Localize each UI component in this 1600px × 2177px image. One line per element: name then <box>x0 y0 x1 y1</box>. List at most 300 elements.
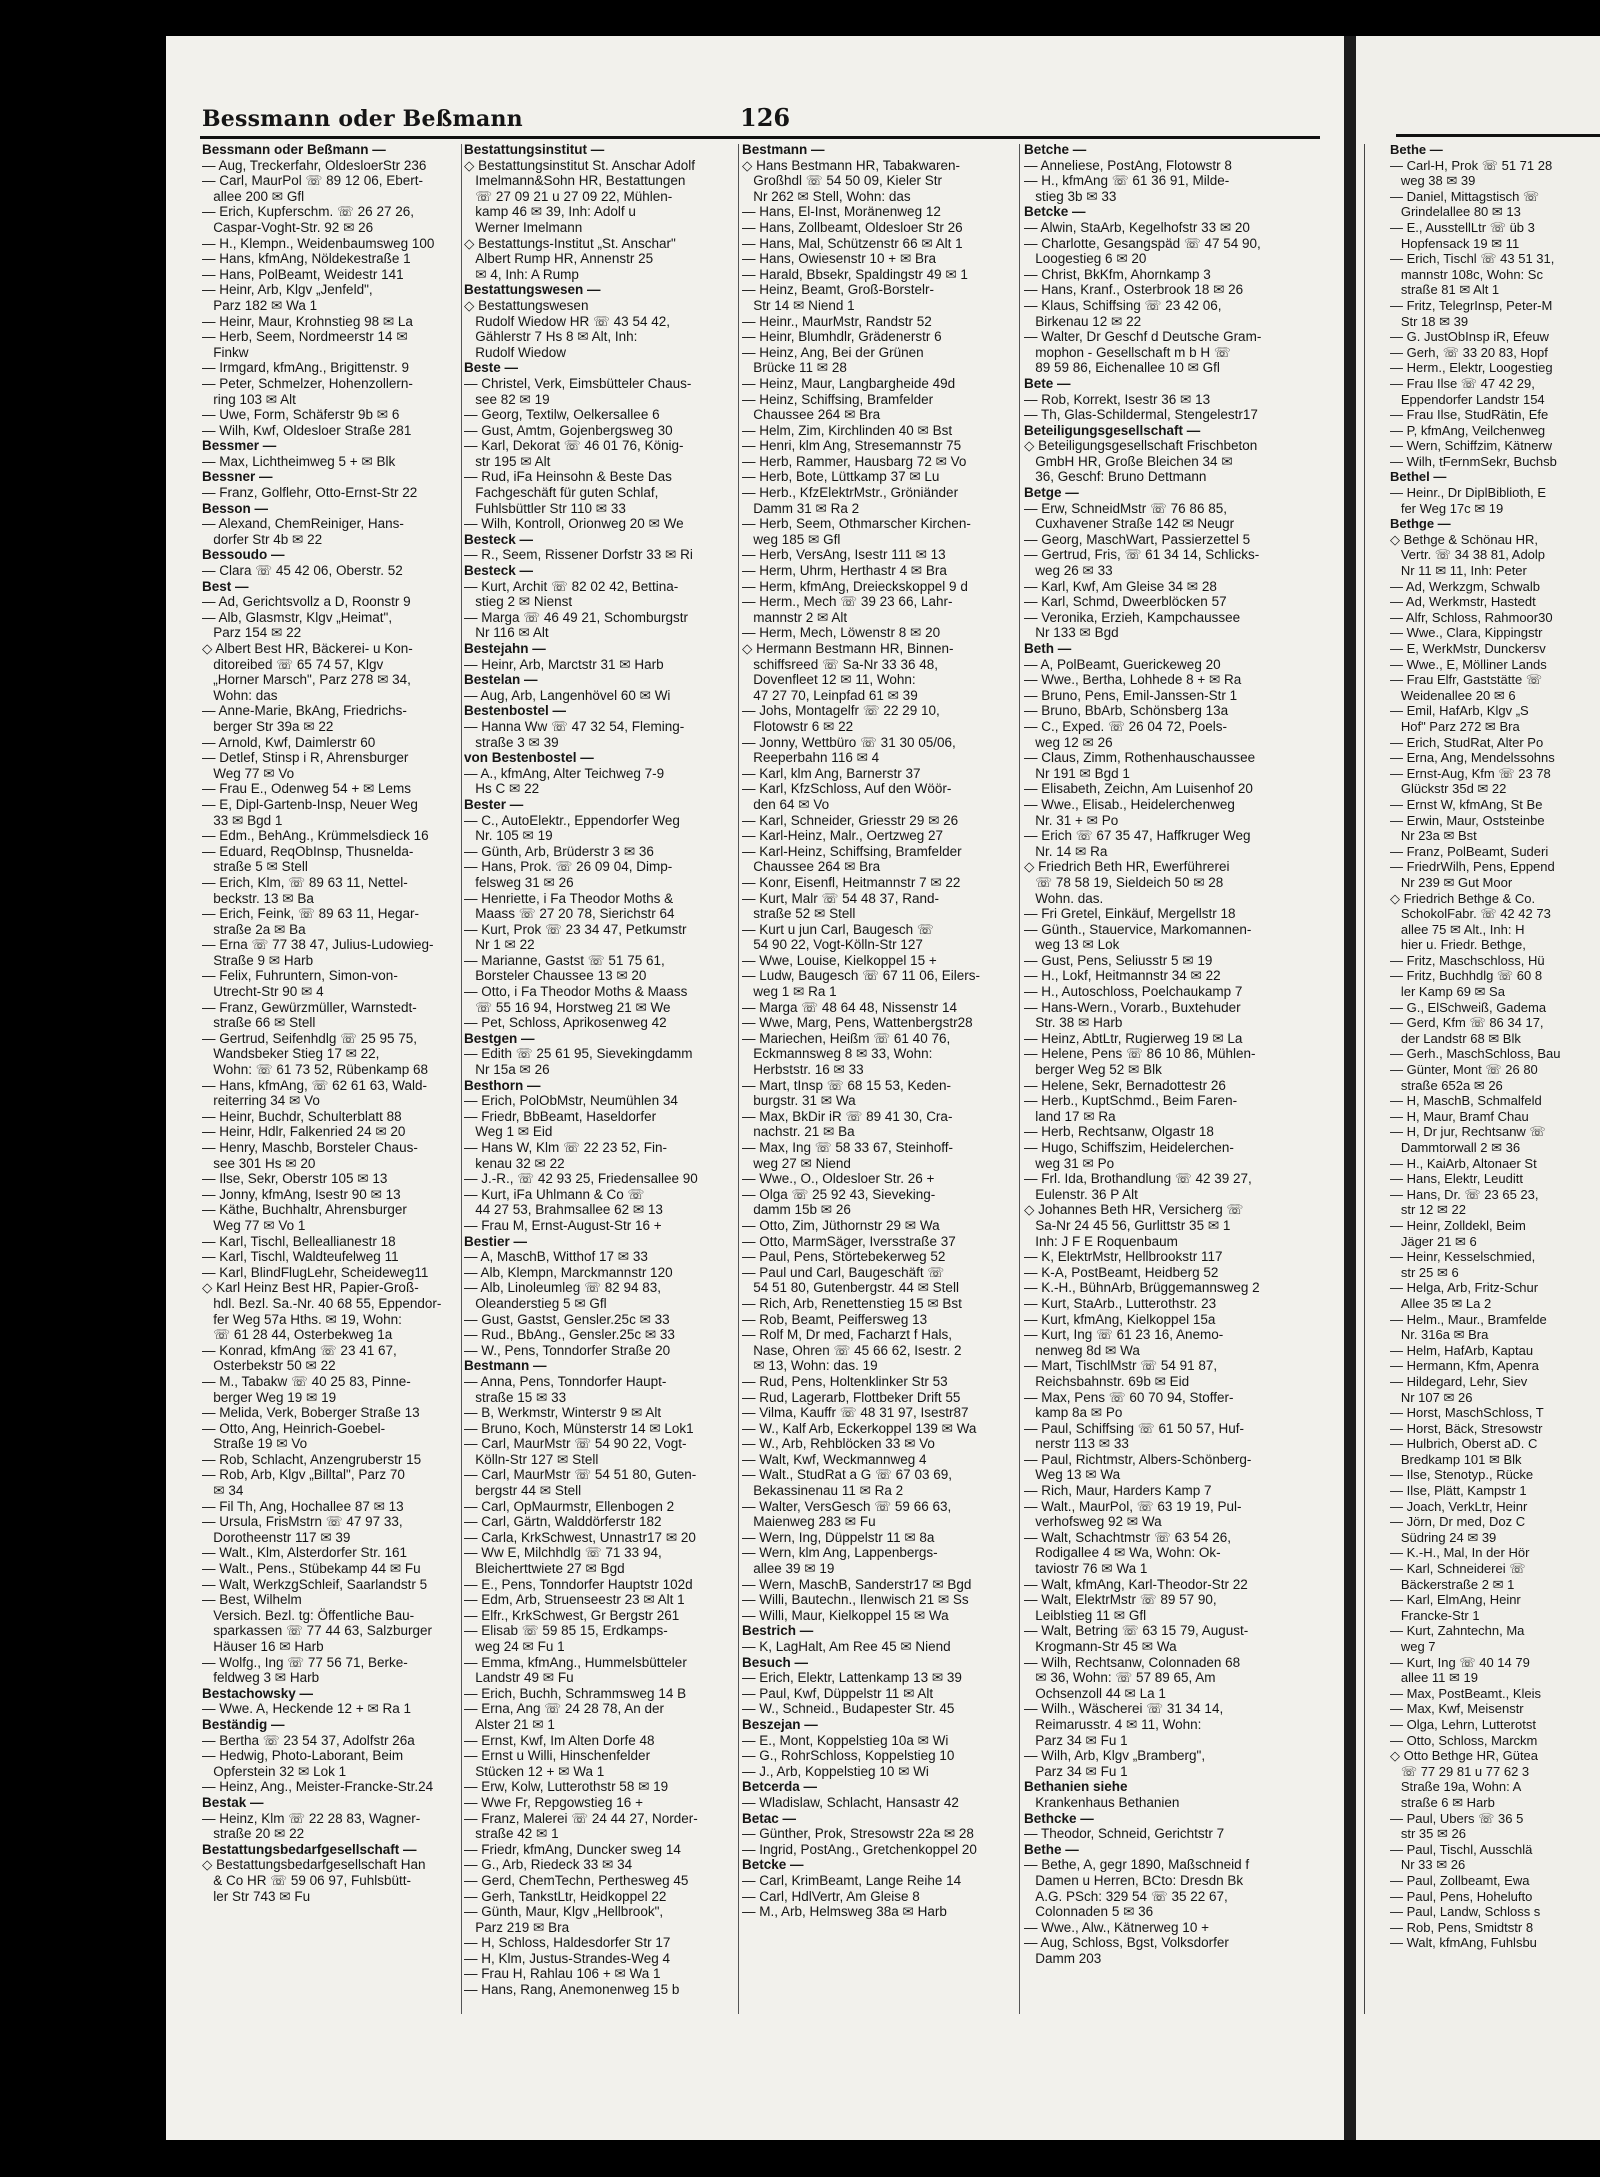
directory-entry-line: — K, LagHalt, Am Ree 45 ✉ Niend <box>742 1639 951 1654</box>
directory-entry-line: — Marga ☏ 46 49 21, Schomburgstr <box>464 609 688 625</box>
directory-entry-line: Nr 23a ✉ Bst <box>1390 828 1477 844</box>
directory-entry-line: — Max, Pens ☏ 60 70 94, Stoffer- <box>1024 1389 1234 1405</box>
directory-entry-line: — Harald, Bbsekr, Spaldingstr 49 ✉ 1 <box>742 266 968 282</box>
directory-entry-line: — W., Arb, Rehblöcken 33 ✉ Vo <box>742 1436 935 1452</box>
directory-entry-line: — Kurt u jun Carl, Baugesch ☏ <box>742 921 934 937</box>
directory-entry-line: — Paul, Kwf, Düppelstr 11 ✉ Alt <box>742 1685 934 1701</box>
directory-entry-line: Nr 262 ✉ Stell, Wohn: das <box>742 188 911 204</box>
directory-entry-line: ring 103 ✉ Alt <box>202 391 296 407</box>
directory-entry-line: GmbH HR, Große Bleichen 34 ✉ <box>1024 453 1233 469</box>
directory-entry-line: — Franz, Malerei ☏ 24 44 27, Norder- <box>464 1810 698 1826</box>
directory-entry-line: — Anneliese, PostAng, Flotowstr 8 <box>1024 157 1232 173</box>
directory-entry-line: Bestmann — <box>742 142 825 157</box>
directory-entry-line: — Erw, Kolw, Lutterothstr 58 ✉ 19 <box>464 1779 669 1795</box>
directory-entry-line: weg 13 ✉ Lok <box>1024 937 1120 953</box>
directory-entry-line: — Ad, Werkzgm, Schwalb <box>1390 578 1541 594</box>
directory-entry-line: — Gust, Amtm, Gojenbergsweg 30 <box>464 422 673 438</box>
directory-entry-line: stieg 3b ✉ 33 <box>1024 188 1117 204</box>
directory-entry-line: ◇ Bestattungs-Institut „St. Anschar" <box>464 235 676 251</box>
directory-entry-line: — Gertrud, Fris, ☏ 61 34 14, Schlicks- <box>1024 547 1260 563</box>
directory-entry-line: Krogmann-Str 45 ✉ Wa <box>1024 1639 1177 1654</box>
directory-entry-line: Wohn: ☏ 61 73 52, Rübenkamp 68 <box>202 1062 429 1078</box>
directory-entry-line: — Rich, Arb, Renettenstieg 15 ✉ Bst <box>742 1295 962 1311</box>
directory-entry-line: — Ad, Gerichtsvollz a D, Roonstr 9 <box>202 594 411 610</box>
directory-entry-line: — Hans, kfmAng, ☏ 62 61 63, Wald- <box>202 1077 427 1093</box>
directory-entry-line: — Rob, Schlacht, Anzengruberstr 15 <box>202 1451 422 1467</box>
directory-entry-line: — Alb, Glasmstr, Klgv „Heimat", <box>202 609 393 625</box>
directory-entry-line: Hs C ✉ 22 <box>464 781 540 797</box>
directory-entry-line: — Konr, Eisenfl, Heitmannstr 7 ✉ 22 <box>742 874 961 890</box>
directory-entry-line: — P, kfmAng, Veilchenweg <box>1390 422 1546 438</box>
directory-entry-line: — Vilma, Kauffr ☏ 48 31 97, Isestr87 <box>742 1405 969 1421</box>
directory-entry-line: — Herm, Mech, Löwenstr 8 ✉ 20 <box>742 625 941 641</box>
directory-entry-line: — Horst, Bäck, Stresowstr <box>1390 1420 1543 1436</box>
directory-entry-line: — Willi, Maur, Kielkoppel 15 ✉ Wa <box>742 1607 949 1623</box>
directory-entry-line: — Hans, El-Inst, Moränenweg 12 <box>742 204 941 220</box>
directory-entry-line: — Helene, Sekr, Bernadottestr 26 <box>1024 1077 1226 1093</box>
directory-entry-line: ◇ Friedrich Bethge & Co. <box>1390 890 1536 906</box>
directory-entry-line: — Herb, Rechtsanw, Olgastr 18 <box>1024 1124 1214 1140</box>
directory-entry-line: Allee 35 ✉ La 2 <box>1390 1295 1492 1311</box>
directory-entry-line: weg 185 ✉ Gfl <box>742 531 841 547</box>
directory-entry-line: Best — <box>202 578 249 594</box>
directory-entry-line: Besteck — <box>464 563 534 579</box>
directory-entry-line: Bestenbostel — <box>464 703 567 719</box>
directory-entry-line: — Paul, Richtmstr, Albers-Schönberg- <box>1024 1451 1252 1467</box>
directory-entry-line: Nr. 14 ✉ Ra <box>1024 843 1108 859</box>
directory-entry-line: — G., Arb, Riedeck 33 ✉ 34 <box>464 1857 633 1873</box>
directory-entry-line: — Hans, Prok. ☏ 26 09 04, Dimp- <box>464 859 673 875</box>
directory-entry-line: — Eduard, ReqObInsp, Thusnelda- <box>202 843 414 859</box>
directory-entry-line: SchokolFabr. ☏ 42 42 73 <box>1390 906 1551 922</box>
directory-entry-line: — Otto, Ang, Heinrich-Goebel- <box>202 1420 386 1436</box>
column-divider <box>1364 144 1365 2014</box>
directory-entry-line: — Wwe, Louise, Kielkoppel 15 + <box>742 952 937 968</box>
directory-entry-line: — Gerd, ChemTechn, Perthesweg 45 <box>464 1872 689 1888</box>
directory-entry-line: — Olga, Lehrn, Lutterotst <box>1390 1716 1536 1732</box>
directory-entry-line: — Carla, KrkSchwest, Unnastr17 ✉ 20 <box>464 1529 696 1545</box>
directory-entry-line: ◇ Johannes Beth HR, Versicherg ☏ <box>1024 1202 1244 1218</box>
directory-entry-line: — Paul, Zollbeamt, Ewa <box>1390 1872 1530 1888</box>
directory-entry-line: — Alb, Klempn, Marckmannstr 120 <box>464 1264 673 1280</box>
directory-entry-line: — Helm, Zim, Kirchlinden 40 ✉ Bst <box>742 422 953 438</box>
directory-entry-line: damm 15b ✉ 26 <box>742 1202 851 1218</box>
directory-entry-line: Caspar-Voght-Str. 92 ✉ 26 <box>202 219 374 235</box>
directory-entry-line: Reeperbahn 116 ✉ 4 <box>742 750 880 766</box>
directory-entry-line: — Bruno, BbArb, Schönsberg 13a <box>1024 703 1229 719</box>
directory-entry-line: felsweg 31 ✉ 26 <box>464 874 574 890</box>
directory-entry-line: kamp 46 ✉ 39, Inh: Adolf u <box>464 204 636 220</box>
directory-entry-line: — Max, BkDir iR ☏ 89 41 30, Cra- <box>742 1108 953 1124</box>
book-gutter <box>1344 36 1356 2140</box>
directory-entry-line: Bethanien siehe <box>1024 1779 1128 1795</box>
directory-entry-line: Chaussee 264 ✉ Bra <box>742 407 881 423</box>
directory-entry-line: — K, ElektrMstr, Hellbrookstr 117 <box>1024 1249 1223 1265</box>
directory-entry-line: — Walter, Dr Geschf d Deutsche Gram- <box>1024 329 1262 345</box>
directory-entry-line: — Bethe, A, gegr 1890, Maßschneid f <box>1024 1857 1250 1873</box>
directory-entry-line: — Paul, Pens, Hohelufto <box>1390 1888 1533 1904</box>
directory-entry-line: — Ilse, Plätt, Kampstr 1 <box>1390 1483 1527 1499</box>
directory-entry-line: Nr 15a ✉ 26 <box>464 1062 550 1078</box>
directory-entry-line: — Wilh, Kwf, Oldesloer Straße 281 <box>202 422 412 438</box>
directory-entry-line: — Carl, KrimBeamt, Lange Reihe 14 <box>742 1872 962 1888</box>
directory-entry-line: — R., Seem, Rissener Dorfstr 33 ✉ Ri <box>464 547 693 563</box>
directory-entry-line: Eckmannsweg 8 ✉ 33, Wohn: <box>742 1046 933 1062</box>
directory-entry-line: — Rud, iFa Heinsohn & Beste Das <box>464 469 672 485</box>
directory-entry-line: — Otto, Schloss, Marckm <box>1390 1732 1538 1748</box>
directory-entry-line: — Jonny, kfmAng, Isestr 90 ✉ 13 <box>202 1186 401 1202</box>
directory-entry-line: — Helga, Arb, Fritz-Schur <box>1390 1280 1539 1296</box>
directory-entry-line: — Kurt, Ing ☏ 61 23 16, Anemo- <box>1024 1327 1224 1343</box>
directory-entry-line: Maienweg 283 ✉ Fu <box>742 1514 876 1530</box>
directory-entry-line: — Rud., BbAng., Gensler.25c ✉ 33 <box>464 1327 675 1343</box>
directory-entry-line: — Emma, kfmAng., Hummelsbütteler <box>464 1654 687 1670</box>
directory-entry-line: — Kurt, Zahntechn, Ma <box>1390 1623 1525 1639</box>
directory-entry-line: Straße 19 ✉ Vo <box>202 1436 308 1452</box>
directory-entry-line: Hopfensack 19 ✉ 11 <box>1390 235 1520 251</box>
directory-entry-line: — Kurt, kfmAng, Kielkoppel 15a <box>1024 1311 1216 1327</box>
directory-entry-line: — Carl, MaurMstr ☏ 54 51 80, Guten- <box>464 1467 697 1483</box>
directory-entry-line: Besthorn — <box>464 1077 541 1093</box>
directory-entry-line: Versich. Bezl. tg: Öffentliche Bau- <box>202 1607 415 1623</box>
directory-entry-line: dorfer Str 4b ✉ 22 <box>202 531 323 547</box>
directory-entry-line: — Erna ☏ 77 38 47, Julius-Ludowieg- <box>202 937 434 953</box>
directory-entry-line: — Gerh., MaschSchloss, Bau <box>1390 1046 1561 1062</box>
directory-entry-line: ☏ 61 28 44, Osterbekweg 1a <box>202 1327 393 1343</box>
directory-entry-line: straße 81 ✉ Alt 1 <box>1390 282 1500 298</box>
directory-entry-line: — Otto, i Fa Theodor Moths & Maass <box>464 984 688 1000</box>
directory-entry-line: — Hedwig, Photo-Laborant, Beim <box>202 1748 404 1764</box>
directory-entry-line: Häuser 16 ✉ Harb <box>202 1639 324 1654</box>
directory-entry-line: Glückstr 35d ✉ 22 <box>1390 781 1507 797</box>
directory-entry-line: — Heinz, Ang, Bei der Grünen <box>742 344 924 360</box>
directory-entry-line: 54 51 80, Gutenbergstr. 44 ✉ Stell <box>742 1280 959 1296</box>
directory-entry-line: — Günther, Prok, Stresowstr 22a ✉ 28 <box>742 1826 974 1842</box>
directory-entry-line: — Ludw, Baugesch ☏ 67 11 06, Eilers- <box>742 968 981 984</box>
directory-entry-line: straße 5 ✉ Stell <box>202 859 308 875</box>
directory-entry-line: Eppendorfer Landstr 154 <box>1390 391 1545 407</box>
directory-entry-line: beckstr. 13 ✉ Ba <box>202 890 314 906</box>
directory-entry-line: Brücke 11 ✉ 28 <box>742 360 847 376</box>
directory-entry-line: — Herb, Rammer, Hausbarg 72 ✉ Vo <box>742 453 967 469</box>
directory-entry-line: — Rud, Lagerarb, Flottbeker Drift 55 <box>742 1389 961 1405</box>
directory-entry-line: ✉ 36, Wohn: ☏ 57 89 65, Am <box>1024 1670 1216 1686</box>
directory-entry-line: — Karl, Tischl, Waldteufelweg 11 <box>202 1249 399 1265</box>
directory-entry-line: Colonnaden 5 ✉ 36 <box>1024 1904 1154 1920</box>
directory-entry-line: Dovenfleet 12 ✉ 11, Wohn: <box>742 672 916 688</box>
directory-entry-line: — E, WerkMstr, Dunckersv <box>1390 641 1546 656</box>
running-head: Bessmann oder Beßmann <box>202 106 523 132</box>
directory-entry-line: — Helene, Pens ☏ 86 10 86, Mühlen- <box>1024 1046 1256 1062</box>
directory-entry-line: — Edm., BehAng., Krümmelsdieck 16 <box>202 828 429 844</box>
directory-entry-line: Bessner — <box>202 469 273 485</box>
directory-entry-line: Betac — <box>742 1810 797 1826</box>
directory-entry-line: — Mart, TischlMstr ☏ 54 91 87, <box>1024 1358 1218 1374</box>
directory-entry-line: — Gerh, TankstLtr, Heidkoppel 22 <box>464 1888 667 1904</box>
directory-entry-line: Weg 77 ✉ Vo 1 <box>202 1217 306 1233</box>
directory-entry-line: Besuch — <box>742 1654 809 1670</box>
directory-entry-line: — Heinr, Blumhdlr, Grädenerstr 6 <box>742 329 942 345</box>
directory-entry-line: — Johs, Montagelfr ☏ 22 29 10, <box>742 703 940 719</box>
directory-entry-line: — Hildegard, Lehr, Siev <box>1390 1373 1528 1389</box>
directory-entry-line: — Walt., StudRat a G ☏ 67 03 69, <box>742 1467 952 1483</box>
directory-entry-line: — Alb, Linoleumleg ☏ 82 94 83, <box>464 1280 662 1296</box>
directory-entry-line: — Wwe., O., Oldesloer Str. 26 + <box>742 1171 935 1187</box>
directory-entry-line: — K.-H., Mal, In der Hör <box>1390 1545 1530 1561</box>
directory-entry-line: allee 200 ✉ Gfl <box>202 188 305 204</box>
directory-entry-line: — Max, Lichtheimweg 5 + ✉ Blk <box>202 453 396 469</box>
directory-entry-line: — Herm., Mech ☏ 39 23 66, Lahr- <box>742 594 953 610</box>
directory-entry-line: — Hans, Zollbeamt, Oldesloer Str 26 <box>742 219 963 235</box>
directory-entry-line: Imelmann&Sohn HR, Bestattungen <box>464 173 686 189</box>
directory-entry-line: Str. 38 ✉ Harb <box>1024 1015 1123 1031</box>
directory-entry-line: — Christ, BkKfm, Ahornkamp 3 <box>1024 266 1211 282</box>
directory-entry-line: verhofsweg 92 ✉ Wa <box>1024 1514 1162 1530</box>
directory-entry-line: — Heinr., MaurMstr, Randstr 52 <box>742 313 932 329</box>
directory-entry-line: — Emil, HafArb, Klgv „S <box>1390 703 1529 719</box>
directory-entry-line: — Frl. Ida, Brothandlung ☏ 42 39 27, <box>1024 1171 1252 1187</box>
directory-entry-line: — Wolfg., Ing ☏ 77 56 71, Berke- <box>202 1654 408 1670</box>
directory-entry-line: — Ernst u Willi, Hinschenfelder <box>464 1748 651 1764</box>
directory-entry-line: Eulenstr. 36 P Alt <box>1024 1186 1138 1202</box>
directory-entry-line: — Walt., Klm, Alsterdorfer Str. 161 <box>202 1545 408 1561</box>
directory-entry-line: — W., Schneid., Budapester Str. 45 <box>742 1701 955 1717</box>
directory-entry-line: mannstr 108c, Wohn: Sc <box>1390 266 1543 282</box>
directory-entry-line: — Herb., KuptSchmd., Beim Faren- <box>1024 1093 1238 1109</box>
directory-entry-line: Bethe — <box>1390 142 1443 157</box>
directory-entry-line: — Hans, Kranf., Osterbrook 18 ✉ 26 <box>1024 282 1244 298</box>
directory-entry-line: — Walt, Kwf, Weckmannweg 4 <box>742 1451 927 1467</box>
directory-entry-line: Chaussee 264 ✉ Bra <box>742 859 881 875</box>
directory-entry-line: Hof" Parz 272 ✉ Bra <box>1390 718 1520 734</box>
directory-entry-line: Inh: J F E Roquenbaum <box>1024 1233 1178 1249</box>
directory-entry-line: ◇ Albert Best HR, Bäckerei- u Kon- <box>202 641 413 656</box>
directory-entry-line: — H, MaschB, Schmalfeld <box>1390 1093 1542 1109</box>
directory-entry-line: Betcke — <box>742 1857 804 1873</box>
directory-entry-line: — Konrad, kfmAng ☏ 23 41 67, <box>202 1342 397 1358</box>
directory-entry-line: 54 90 22, Vogt-Kölln-Str 127 <box>742 937 923 953</box>
directory-entry-line: Rudolf Wiedow HR ☏ 43 54 42, <box>464 313 670 329</box>
directory-entry-line: — Paul, Pens, Störtebekerweg 52 <box>742 1249 946 1265</box>
directory-entry-line: — Wilh, Rechtsanw, Colonnaden 68 <box>1024 1654 1241 1670</box>
directory-entry-line: Bester — <box>464 796 524 812</box>
directory-entry-line: weg 38 ✉ 39 <box>1390 173 1476 189</box>
directory-entry-line: — Frau H, Rahlau 106 + ✉ Wa 1 <box>464 1966 661 1982</box>
directory-entry-line: berger Weg 52 ✉ Blk <box>1024 1062 1162 1078</box>
directory-entry-line: — Kurt, Prok ☏ 23 34 47, Petkumstr <box>464 921 687 937</box>
directory-entry-line: — Wilh, tFernmSekr, Buchsb <box>1390 453 1557 469</box>
directory-entry-line: — Bruno, Pens, Emil-Janssen-Str 1 <box>1024 687 1238 703</box>
directory-entry-line: weg 26 ✉ 33 <box>1024 563 1113 579</box>
directory-entry-line: — Carl, MaurMstr ☏ 54 90 22, Vogt- <box>464 1436 687 1452</box>
directory-entry-line: ◇ Bestattungswesen <box>464 297 589 313</box>
directory-entry-line: fer Weg 57a Hths. ✉ 19, Wohn: <box>202 1311 402 1327</box>
directory-entry-line: — Mariechen, Heißm ☏ 61 40 76, <box>742 1030 951 1046</box>
directory-entry-line: — Walt., MaurPol, ☏ 63 19 19, Pul- <box>1024 1498 1242 1514</box>
directory-column-2 <box>464 142 736 2022</box>
directory-entry-line: — H, Dr jur, Rechtsanw ☏ <box>1390 1124 1546 1140</box>
directory-entry-line: — H., KaiArb, Altonaer St <box>1390 1155 1537 1171</box>
directory-entry-line: Herbststr. 16 ✉ 33 <box>742 1062 864 1078</box>
directory-entry-line: — Claus, Zimm, Rothenhauschaussee <box>1024 750 1256 766</box>
directory-entry-line: Damm 203 <box>1024 1950 1102 1966</box>
directory-entry-line: — E, Dipl-Gartenb-Insp, Neuer Weg <box>202 796 418 812</box>
directory-entry-line: 47 27 70, Leinpfad 61 ✉ 39 <box>742 687 918 703</box>
directory-entry-line: — Erich, Elektr, Lattenkamp 13 ✉ 39 <box>742 1670 962 1686</box>
directory-entry-line: ☏ 55 16 94, Horstweg 21 ✉ We <box>464 999 671 1015</box>
directory-entry-line: — Frau M, Ernst-August-Str 16 + <box>464 1217 662 1233</box>
directory-entry-line: Ochsenzoll 44 ✉ La 1 <box>1024 1685 1166 1701</box>
directory-entry-line: — Pet, Schloss, Aprikosenweg 42 <box>464 1015 667 1031</box>
directory-entry-line: Grindelallee 80 ✉ 13 <box>1390 204 1521 220</box>
directory-entry-line: Bessoudo — <box>202 547 285 563</box>
directory-entry-line: Maass ☏ 27 20 78, Sierichstr 64 <box>464 906 675 922</box>
directory-entry-line: Reimarusstr. 4 ✉ 11, Wohn: <box>1024 1716 1202 1732</box>
directory-entry-line: — Erich, Tischl ☏ 43 51 31, <box>1390 251 1555 267</box>
directory-entry-line: ditoreibed ☏ 65 74 57, Klgv <box>202 656 384 672</box>
directory-entry-line: Wandsbeker Stieg 17 ✉ 22, <box>202 1046 380 1062</box>
directory-entry-line: Bestier — <box>464 1233 528 1249</box>
directory-entry-line: Straße 9 ✉ Harb <box>202 952 314 968</box>
directory-entry-line: — Olga ☏ 25 92 43, Sieveking- <box>742 1186 936 1202</box>
directory-entry-line: ◇ Otto Bethge HR, Gütea <box>1390 1748 1539 1764</box>
directory-column-1 <box>202 142 470 2022</box>
directory-entry-line: — Hans, Elektr, Leuditt <box>1390 1171 1523 1187</box>
directory-entry-line: — Erna, Ang, Mendelssohns <box>1390 750 1555 766</box>
directory-entry-line: ✉ 4, Inh: A Rump <box>464 266 579 282</box>
directory-entry-line: — H, Klm, Justus-Strandes-Weg 4 <box>464 1950 671 1966</box>
page-number: 126 <box>740 103 791 132</box>
directory-entry-line: — Herm., Elektr, Loogestieg <box>1390 360 1553 376</box>
directory-entry-line: Großhdl ☏ 54 50 09, Kieler Str <box>742 173 942 189</box>
directory-entry-line: Parz 34 ✉ Fu 1 <box>1024 1732 1128 1748</box>
directory-entry-line: allee 75 ✉ Alt., Inh: H <box>1390 921 1525 937</box>
directory-entry-line: Nr 1 ✉ 22 <box>464 937 535 953</box>
directory-entry-line: — Karl, KfzSchloss, Auf den Wöör- <box>742 781 952 797</box>
directory-entry-line: Südring 24 ✉ 39 <box>1390 1529 1497 1545</box>
directory-entry-line: — J., Arb, Koppelstieg 10 ✉ Wi <box>742 1763 929 1779</box>
directory-entry-line: weg 27 ✉ Niend <box>742 1155 851 1171</box>
directory-entry-line: Rodigallee 4 ✉ Wa, Wohn: Ok- <box>1024 1545 1221 1561</box>
directory-entry-line: — Wern, MaschB, Sanderstr17 ✉ Bgd <box>742 1576 972 1592</box>
directory-entry-line: — Mart, tInsp ☏ 68 15 53, Keden- <box>742 1077 951 1093</box>
directory-entry-line: Parz 154 ✉ 22 <box>202 625 302 641</box>
directory-entry-line: — Paul, Tischl, Ausschlä <box>1390 1841 1533 1857</box>
directory-entry-line: — Melida, Verk, Boberger Straße 13 <box>202 1405 420 1421</box>
directory-entry-line: Parz 219 ✉ Bra <box>464 1919 570 1935</box>
directory-entry-line: ☏ 78 58 19, Sieldeich 50 ✉ 28 <box>1024 874 1224 890</box>
directory-entry-line: — H., Lokf, Heitmannstr 34 ✉ 22 <box>1024 968 1221 984</box>
directory-entry-line: — Ernst, Kwf, Im Alten Dorfe 48 <box>464 1732 655 1748</box>
directory-entry-line: — Walter, VersGesch ☏ 59 66 63, <box>742 1498 952 1514</box>
directory-entry-line: — Walt, Schachtmstr ☏ 63 54 26, <box>1024 1529 1231 1545</box>
directory-entry-line: Beszejan — <box>742 1716 818 1732</box>
directory-entry-line: — Walt., Pens., Stübekamp 44 ✉ Fu <box>202 1561 421 1577</box>
directory-entry-line: Bete — <box>1024 375 1071 391</box>
directory-entry-line: — Erna, Ang ☏ 24 28 78, An der <box>464 1701 665 1717</box>
directory-entry-line: — Henri, klm Ang, Stresemannstr 75 <box>742 438 962 454</box>
directory-entry-line: — C., AutoElektr., Eppendorfer Weg <box>464 812 680 828</box>
directory-entry-line: — B, Werkmstr, Winterstr 9 ✉ Alt <box>464 1405 662 1421</box>
directory-entry-line: — Frau Ilse ☏ 47 42 29, <box>1390 375 1535 391</box>
directory-entry-line: — Friedr, kfmAng, Duncker sweg 14 <box>464 1841 681 1857</box>
directory-entry-line: — Helm, HafArb, Kaptau <box>1390 1342 1534 1358</box>
directory-entry-line: — Hans, Dr. ☏ 23 65 23, <box>1390 1186 1539 1202</box>
directory-entry-line: ler Str 743 ✉ Fu <box>202 1888 311 1904</box>
directory-entry-line: — Kurt, StaArb., Lutterothstr. 23 <box>1024 1295 1217 1311</box>
directory-entry-line: — H., Autoschloss, Poelchaukamp 7 <box>1024 984 1243 1000</box>
directory-entry-line: Nr 191 ✉ Bgd 1 <box>1024 765 1130 781</box>
directory-entry-line: Bessmann oder Beßmann — <box>202 142 386 157</box>
directory-entry-line: Weg 77 ✉ Vo <box>202 765 295 781</box>
directory-entry-line: — H., Klempn., Weidenbaumsweg 100 <box>202 235 435 251</box>
directory-entry-line: straße 2a ✉ Ba <box>202 921 306 937</box>
directory-entry-line: Nr. 316a ✉ Bra <box>1390 1327 1489 1343</box>
directory-entry-line: — Elisabeth, Zeichn, Am Luisenhof 20 <box>1024 781 1253 797</box>
directory-entry-line: Wohn: das <box>202 687 278 703</box>
directory-entry-line: Jäger 21 ✉ 6 <box>1390 1233 1477 1249</box>
directory-entry-line: der Landstr 68 ✉ Blk <box>1390 1030 1521 1046</box>
directory-entry-line: — G. JustObInsp iR, Efeuw <box>1390 329 1549 345</box>
directory-entry-line: weg 1 ✉ Ra 1 <box>742 984 837 1000</box>
directory-entry-line: — Gust, Pens, Seliusstr 5 ✉ 19 <box>1024 952 1213 968</box>
directory-entry-line: — Erich, StudRat, Alter Po <box>1390 734 1544 750</box>
directory-entry-line: Parz 182 ✉ Wa 1 <box>202 297 318 313</box>
directory-entry-line: — Gertrud, Seifenhdlg ☏ 25 95 75, <box>202 1030 418 1046</box>
directory-entry-line: Besson — <box>202 500 269 516</box>
directory-entry-line: — Günth., Stauervice, Markomannen- <box>1024 921 1252 937</box>
directory-entry-line: — Ilse, Sekr, Oberstr 105 ✉ 13 <box>202 1171 388 1187</box>
directory-entry-line: — Daniel, Mittagstisch ☏ <box>1390 188 1540 204</box>
directory-entry-line: Bethcke — <box>1024 1810 1094 1826</box>
directory-entry-line: — Alexand, ChemReiniger, Hans- <box>202 516 404 532</box>
directory-entry-line: — J.-R., ☏ 42 93 25, Friedensallee 90 <box>464 1171 698 1187</box>
directory-entry-line: — Hans, kfmAng, Nöldekestraße 1 <box>202 251 411 267</box>
directory-entry-line: — Fri Gretel, Einkäuf, Mergellstr 18 <box>1024 906 1236 922</box>
directory-entry-line: — Karl, BlindFlugLehr, Scheideweg11 <box>202 1264 429 1280</box>
directory-entry-line: — Herm, Uhrm, Herthastr 4 ✉ Bra <box>742 563 947 579</box>
directory-entry-line: Bestattungsbedarfgesellschaft — <box>202 1841 417 1857</box>
directory-entry-line: — Wwe, Marg, Pens, Wattenbergstr28 <box>742 1015 973 1031</box>
directory-entry-line: — Aug, Schloss, Bgst, Volksdorfer <box>1024 1935 1229 1951</box>
directory-entry-line: Nr 11 ✉ 11, Inh: Peter <box>1390 563 1527 579</box>
directory-entry-line: weg 7 <box>1390 1639 1436 1654</box>
directory-entry-line: & Co HR ☏ 59 06 97, Fuhlsbütt- <box>202 1872 411 1888</box>
directory-entry-line: straße 15 ✉ 33 <box>464 1389 567 1405</box>
directory-entry-line: — Karl, Tischl, Belleallianestr 18 <box>202 1233 396 1249</box>
directory-entry-line: — Carl, OpMaurmstr, Ellenbogen 2 <box>464 1498 675 1514</box>
directory-entry-line: — Wwe., Bertha, Lohhede 8 + ✉ Ra <box>1024 672 1242 688</box>
directory-entry-line: — Paul und Carl, Baugeschäft ☏ <box>742 1264 945 1280</box>
directory-entry-line: ☏ 27 09 21 u 27 09 22, Mühlen- <box>464 188 673 204</box>
directory-entry-line: — Rolf M, Dr med, Facharzt f Hals, <box>742 1327 953 1343</box>
directory-entry-line: Bethge — <box>1390 516 1451 532</box>
directory-entry-line: — Fil Th, Ang, Hochallee 87 ✉ 13 <box>202 1498 404 1514</box>
directory-entry-line: ◇ Bestattungsinstitut St. Anschar Adolf <box>464 157 696 173</box>
directory-entry-line: — W., Pens, Tonndorfer Straße 20 <box>464 1342 671 1358</box>
directory-entry-line: Bestgen — <box>464 1030 535 1046</box>
directory-entry-line: Krankenhaus Bethanien <box>1024 1794 1180 1810</box>
directory-entry-line: — Ingrid, PostAng., Gretchenkoppel 20 <box>742 1841 977 1857</box>
directory-entry-line: — Bertha ☏ 23 54 37, Adolfstr 26a <box>202 1732 415 1748</box>
directory-entry-line: Albert Rump HR, Annenstr 25 <box>464 251 654 267</box>
directory-entry-line: — K-A, PostBeamt, Heidberg 52 <box>1024 1264 1219 1280</box>
directory-entry-line: — Carl-H, Prok ☏ 51 71 28 <box>1390 157 1553 173</box>
directory-entry-line: bergstr 44 ✉ Stell <box>464 1483 582 1499</box>
directory-entry-line: straße 3 ✉ 39 <box>464 734 559 750</box>
directory-entry-line: 44 27 53, Brahmsallee 62 ✉ 13 <box>464 1202 663 1218</box>
directory-entry-line: — Wwe Fr, Repgowstieg 16 + <box>464 1794 643 1810</box>
